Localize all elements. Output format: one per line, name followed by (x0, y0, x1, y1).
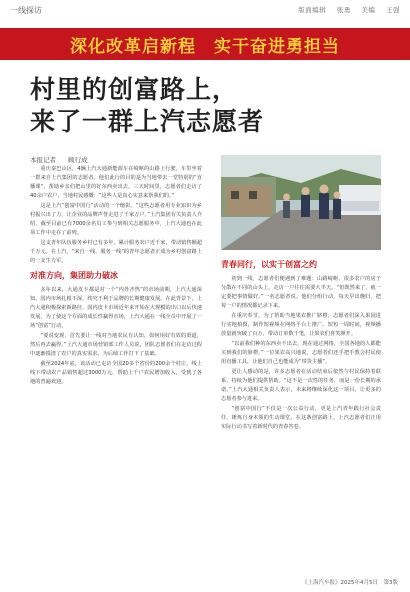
article-column-left (30, 165, 202, 388)
banner-text: 深化改革启新程 实干奋进勇担当 (70, 36, 340, 57)
credit-item: 张勇 (336, 6, 351, 14)
article-column-right (221, 255, 381, 433)
paragraph: 在重庆奉节，为了帮助当地果农推广脐橙，志愿者们深入果园进行实地拍摄，制作短视频在网络平台上推广。短短一周时间，视频播放量就突破了百万，带动订单数千笔，让果农们喜笑颜开。 (221, 313, 381, 337)
page-footer: 《上海汽车报》2025年4月5日 第3版 (302, 580, 398, 586)
photo-volunteers-on-road (221, 155, 381, 250)
byline (30, 155, 98, 164)
subheading: 对准方向，集团助力破冰 (30, 271, 118, 280)
paragraph: 初到一线，志愿者们便遇到了难题：山路崎岖，很多农户的房子分散在不同的山头上，走访一户往往需要大半天。“但既然来了，就一定要把事情做好。”一名志愿者说。他们分组行动，每天早出晚归，把每一户的情况都记录下来。 (221, 276, 381, 309)
paragraph: 多年以来，大通皮卡都是对一个“内外齐热”的市场前期，上汽大通深知，国内市场扎根不深，终究不利于品牌的长期健康发展。在此背景下，上汽大通积极探索新路径，国内皮卡市场近年来开始在大规模的出口以后快速发展，为了使这个方面的成长性赢得市场，上汽大通在一线全员中开展了一场“创富”行动。 (30, 287, 202, 329)
paragraph: “创富中国行”不仅是一次公益行动，更是上汽青年践行社会责任、锤炼自身本领的生动课堂。在这条创富路上，上汽志愿者们正用实际行动书写着新时代的青春答卷。 (221, 406, 381, 430)
article-photo (221, 155, 381, 250)
theme-banner (0, 28, 410, 60)
credit-item: 美编 (361, 6, 376, 14)
paragraph: 这支青年队伍服务乡村已有多年，累计服务农户近千家，带动销售额超千万元。在上汽，“来自一线、服务一线”的青年志愿者正成为乡村创富路上的一支生力军。 (30, 240, 202, 264)
byline-source: 本报记者 (30, 156, 56, 164)
byline-author: 顾行成 (68, 156, 88, 164)
paragraph: 更让人感动的是，许多志愿者在活动结束后依然与村民保持着联系，持续为他们提供帮助。“这不是一次性的任务，而是一份长期的承诺。”上汽大通相关负责人表示，未来将继续深化这一项目，让更多的志愿者参与进来。 (221, 369, 381, 402)
editor-credits (290, 5, 400, 14)
headline-line-2: 来了一群上汽志愿者 (30, 107, 265, 136)
paragraph: 重庆秦巴山区，4辆上汽大通新能源车在崎岖的山路上行驶，车里坐着一群来自上汽集团的志愿者。他们此行的目的是为当地带去一堂特别的“直播课”，帮助乡亲们把山里的好东西卖出去。三天时间里，志愿者们走访了40余户农户，当地村民感慨：“这些人是真心实意来帮我们的。” (30, 166, 202, 199)
paragraph: “要说变现，首先要让一线对当地农民有认知，如何用好有效的渠道，然后再去赢得。”上汽大通市场营销部工作人员说，团队志愿者们在走访过程中逐渐摸清了农户的真实需求，为后续工作打下了基础。 (30, 333, 202, 357)
credit-item: 王强 (386, 6, 400, 14)
paragraph: 这是上汽“创富中国行”活动的一个缩影。“这些志愿者用专业知识为乡村振兴出了力，让企业的品牌声誉走进了千家万户。”上汽集团有关负责人介绍，截至目前已有7000余名员工参与到相关志愿服务中，上汽大通也在此项工作中走在了前列。 (30, 203, 202, 236)
paragraph: 截至2024年底，该活动已走访全国20多个省份的200余个村庄，线上线下带动农产品销售超过3000万元，帮助上千户农民增加收入，受到了各地的普遍欢迎。 (30, 361, 202, 385)
page-header (0, 0, 410, 20)
credit-item: 版面编辑 (298, 6, 327, 14)
headline-line-1: 村里的创富路上， (30, 75, 239, 104)
section-tag: 一线探访 (10, 6, 42, 15)
paragraph: “以前我们种的东西卖不出去，现在通过网络，全国各地的人都能买到我们的脐橙。”一位果农高兴地说。志愿者们还手把手教会村民使用直播工具，让他们自己也能成为“带货主播”。 (221, 341, 381, 365)
article-headline (30, 74, 330, 138)
subheading: 青春同行，以实干创富之约 (221, 260, 317, 269)
